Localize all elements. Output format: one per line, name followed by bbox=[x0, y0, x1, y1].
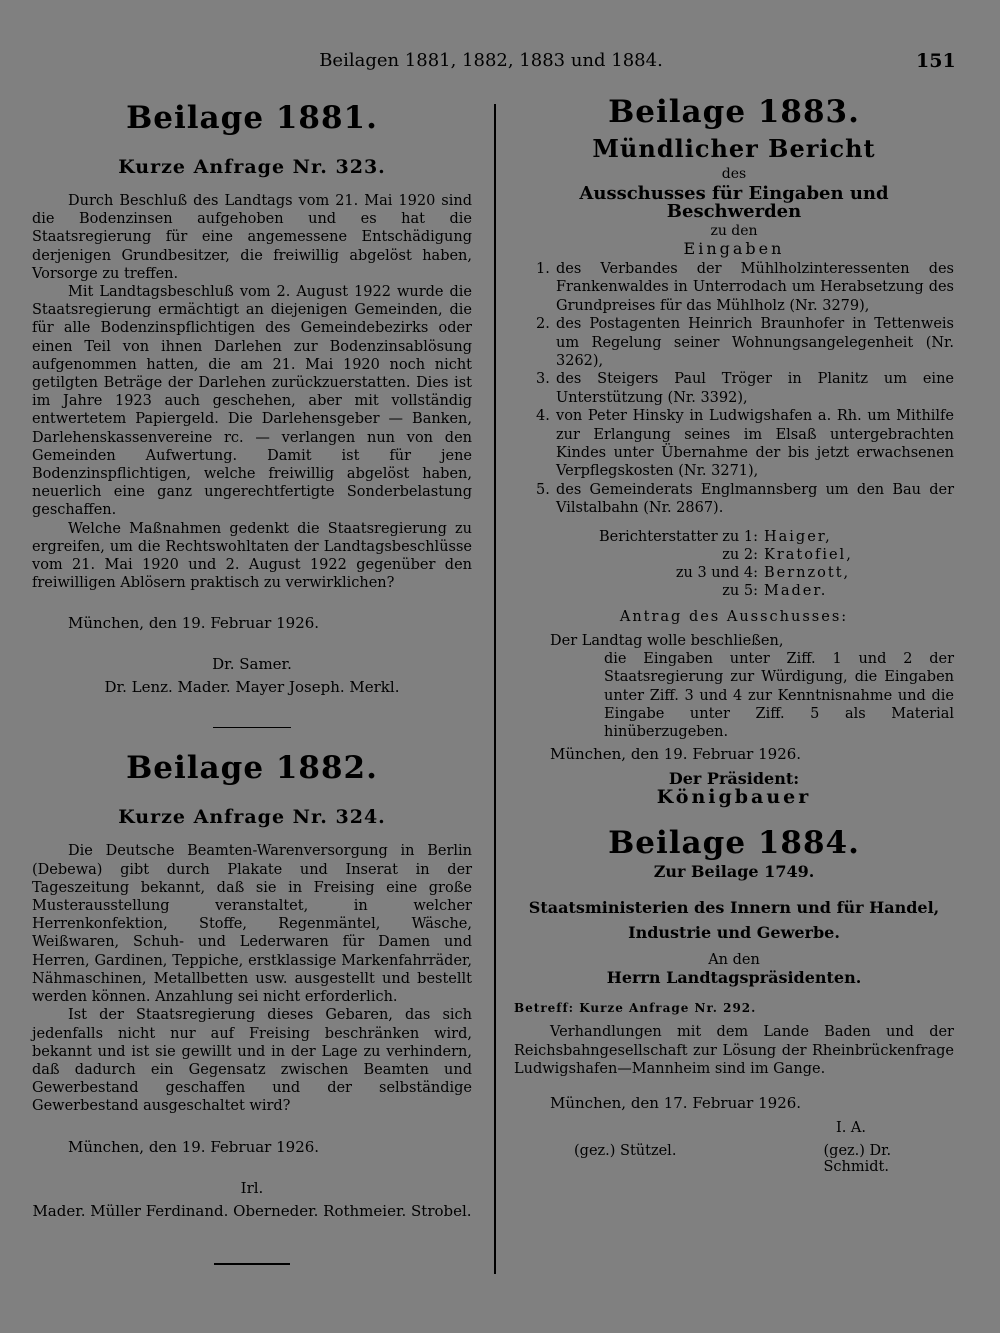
signature-left: (gez.) Stützel. bbox=[574, 1142, 677, 1159]
antrag-intro: Der Landtag wolle beschließen, bbox=[550, 632, 784, 649]
beilage-1882-title: Beilage 1882. bbox=[126, 750, 378, 787]
beilage-1882-paragraph: Die Deutsche Beamten-Warenversorgung in Berlin (Debewa) gibt durch Plakate und Inserat in der Tageszeitung bekannt, daß sie in Freising eine große Musterausstellung veranstaltet, in welcher Herrenkonfektion, Stoffe, Regenmäntel, Wäsche, Weißwaren, Schuh- und Lederwaren für Damen und Herren, Gardinen, Teppiche, erstklassige Markenfahrräder, Nähmaschinen, Metallbetten usw. ausgestellt und bestellt werden können. Anzahlung sei nicht erforderlich. bbox=[32, 843, 472, 1006]
beilage-1884-date: München, den 17. Februar 1926. bbox=[550, 1093, 802, 1112]
beilage-1881-title: Beilage 1881. bbox=[126, 100, 378, 136]
antrag-heading: Antrag des Ausschusses: bbox=[619, 608, 849, 625]
berichterstatter-block: Berichterstatter zu 1: Haiger, zu 2: Kratofiel, zu 3 und 4: Bernzott, zu 5: Mader. bbox=[599, 528, 853, 599]
beilage-1882-date: München, den 19. Februar 1926. bbox=[68, 1137, 320, 1156]
beilage-1884-paragraph: Verhandlungen mit dem Lande Baden und der Reichsbahngesellschaft zur Lösung der Rheinbrückenfrage Ludwigshafen—Mannheim sind im Gange. bbox=[514, 1024, 954, 1077]
beilage-1881-date: München, den 19. Februar 1926. bbox=[68, 614, 320, 633]
beilage-1883-des: des bbox=[721, 166, 747, 182]
beilage-1881-subtitle: Kurze Anfrage Nr. 323. bbox=[118, 156, 386, 178]
beilage-1884-signatures bbox=[514, 1143, 954, 1175]
beilage-1882-signature-lead: Irl. bbox=[240, 1178, 264, 1197]
beilage-1884-reference: Zur Beilage 1749. bbox=[653, 861, 815, 881]
beilage-1884-addressee: Herrn Landtagspräsidenten. bbox=[606, 967, 862, 987]
beilage-1881-signatories: Dr. Lenz. Mader. Mayer Joseph. Merkl. bbox=[104, 678, 400, 697]
beilage-1881-paragraph: Mit Landtagsbeschluß vom 2. August 1922 wurde die Staatsregierung ermächtigt an diejenigen Gemeinden, die für alle Bodenzinspflichtigen des Gemeindebezirks oder einen Teil von ihnen Darlehen zur Bodenzinsablösung aufgenommen hatten, die am 21. Mai 1920 noch nicht getilgten Beträge der Darlehen zurückzuerstatten. Dies ist im Jahre 1923 auch geschehen, aber mit vollständig entwertetem Papiergeld. Die Darlehensgeber — Banken, Darlehenskassenvereine rc. — verlangen nun von den Gemeinden Aufwertung. Damit ist für jene Bodenzinspflichtigen, welche freiwillig abgelöst haben, neuerlich eine ganz ungerechtfertigte Sonderbelastung geschaffen. bbox=[32, 284, 472, 519]
beilage-1884-an-den: An den bbox=[708, 951, 760, 968]
right-column bbox=[514, 90, 954, 1175]
beilage-1883-subtitle: Mündlicher Bericht bbox=[592, 134, 876, 163]
beilage-1882-paragraph: Ist der Staatsregierung dieses Gebaren, das sich jedenfalls nicht nur auf Freising beschränken wird, bekannt und ist sie gewillt und in der Lage zu verhindern, daß dadurch ein Gegensatz zwischen Beamten und Gewerbestand geschaffen und der selbständige Gewerbestand ausgeschaltet wird? bbox=[32, 1007, 472, 1115]
page-number: 151 bbox=[916, 50, 956, 72]
beilage-1882-signatories: Mader. Müller Ferdinand. Oberneder. Rothmeier. Strobel. bbox=[32, 1201, 472, 1220]
list-item: 2. des Postagenten Heinrich Braunhofer in Tettenweis um Regelung seiner Wohnungsangelegenheit (Nr. 3262), bbox=[536, 316, 954, 370]
beilage-1881-paragraph: Durch Beschluß des Landtags vom 21. Mai 1920 sind die Bodenzinsen aufgehoben und es hat die Staatsregierung für eine angemessene Entschädigung derjenigen Grundbesitzer, die freiwillig abgelöst haben, Vorsorge zu treffen. bbox=[32, 193, 472, 282]
beilage-1883-committee: Ausschusses für Eingaben und Beschwerden bbox=[579, 183, 889, 223]
beilage-1883-date: München, den 19. Februar 1926. bbox=[550, 745, 802, 764]
beilage-1881-paragraph: Welche Maßnahmen gedenkt die Staatsregierung zu ergreifen, um die Rechtswohltaten der Landtagsbeschlüsse vom 21. Mai 1920 und 2. August 1922 gegenüber den freiwilligen Ablösern praktisch zu verwirklichen? bbox=[32, 520, 472, 592]
praesident-name: Königbauer bbox=[656, 786, 812, 809]
list-item: 4. von Peter Hinsky in Ludwigshafen a. Rh. um Mithilfe zur Erlangung seines im Elsaß untergebrachten Kindes unter Übernahme der bis jetzt erwachsenen Verpflegskosten (Nr. 3271), bbox=[536, 408, 954, 480]
beilage-1884-ia: I. A. bbox=[835, 1119, 866, 1136]
separator-rule bbox=[214, 1263, 290, 1265]
column-divider bbox=[494, 104, 496, 1274]
list-item: 5. des Gemeinderats Englmannsberg um den Bau der Vilstalbahn (Nr. 2867). bbox=[536, 481, 954, 517]
beilage-1883-zu-den: zu den bbox=[710, 222, 758, 239]
eingaben-list bbox=[514, 260, 954, 518]
beilage-1884-ministries: Staatsministerien des Innern und für Handel, Industrie und Gewerbe. bbox=[528, 897, 940, 942]
praesident-label: Der Präsident: bbox=[668, 769, 800, 789]
list-item: 1. des Verbandes der Mühlholzinteressenten des Frankenwaldes in Unterrodach um Herabsetzung des Grundpreises für das Mühlholz (Nr. 3279), bbox=[536, 261, 954, 314]
left-column bbox=[32, 90, 472, 1265]
signature-right: (gez.) Dr. Schmidt. bbox=[823, 1142, 892, 1175]
running-head: Beilagen 1881, 1882, 1883 und 1884. bbox=[319, 50, 663, 71]
antrag-text: die Eingaben unter Ziff. 1 und 2 der Staatsregierung zur Würdigung, die Eingaben unter Ziff. 3 und 4 zur Kenntnisnahme und die Eingabe unter Ziff. 5 als Material hinüberzugeben. bbox=[604, 651, 954, 740]
beilage-1882-subtitle: Kurze Anfrage Nr. 324. bbox=[118, 806, 386, 829]
beilage-1884-betreff: Betreff: Kurze Anfrage Nr. 292. bbox=[514, 1001, 757, 1016]
list-item: 3. des Steigers Paul Tröger in Planitz um eine Unterstützung (Nr. 3392), bbox=[536, 371, 954, 406]
beilage-1881-signature-lead: Dr. Samer. bbox=[212, 655, 292, 674]
beilage-1883-title: Beilage 1883. bbox=[608, 94, 860, 130]
beilage-1884-title: Beilage 1884. bbox=[608, 824, 860, 861]
beilage-1883-eingaben: Eingaben bbox=[683, 238, 785, 258]
